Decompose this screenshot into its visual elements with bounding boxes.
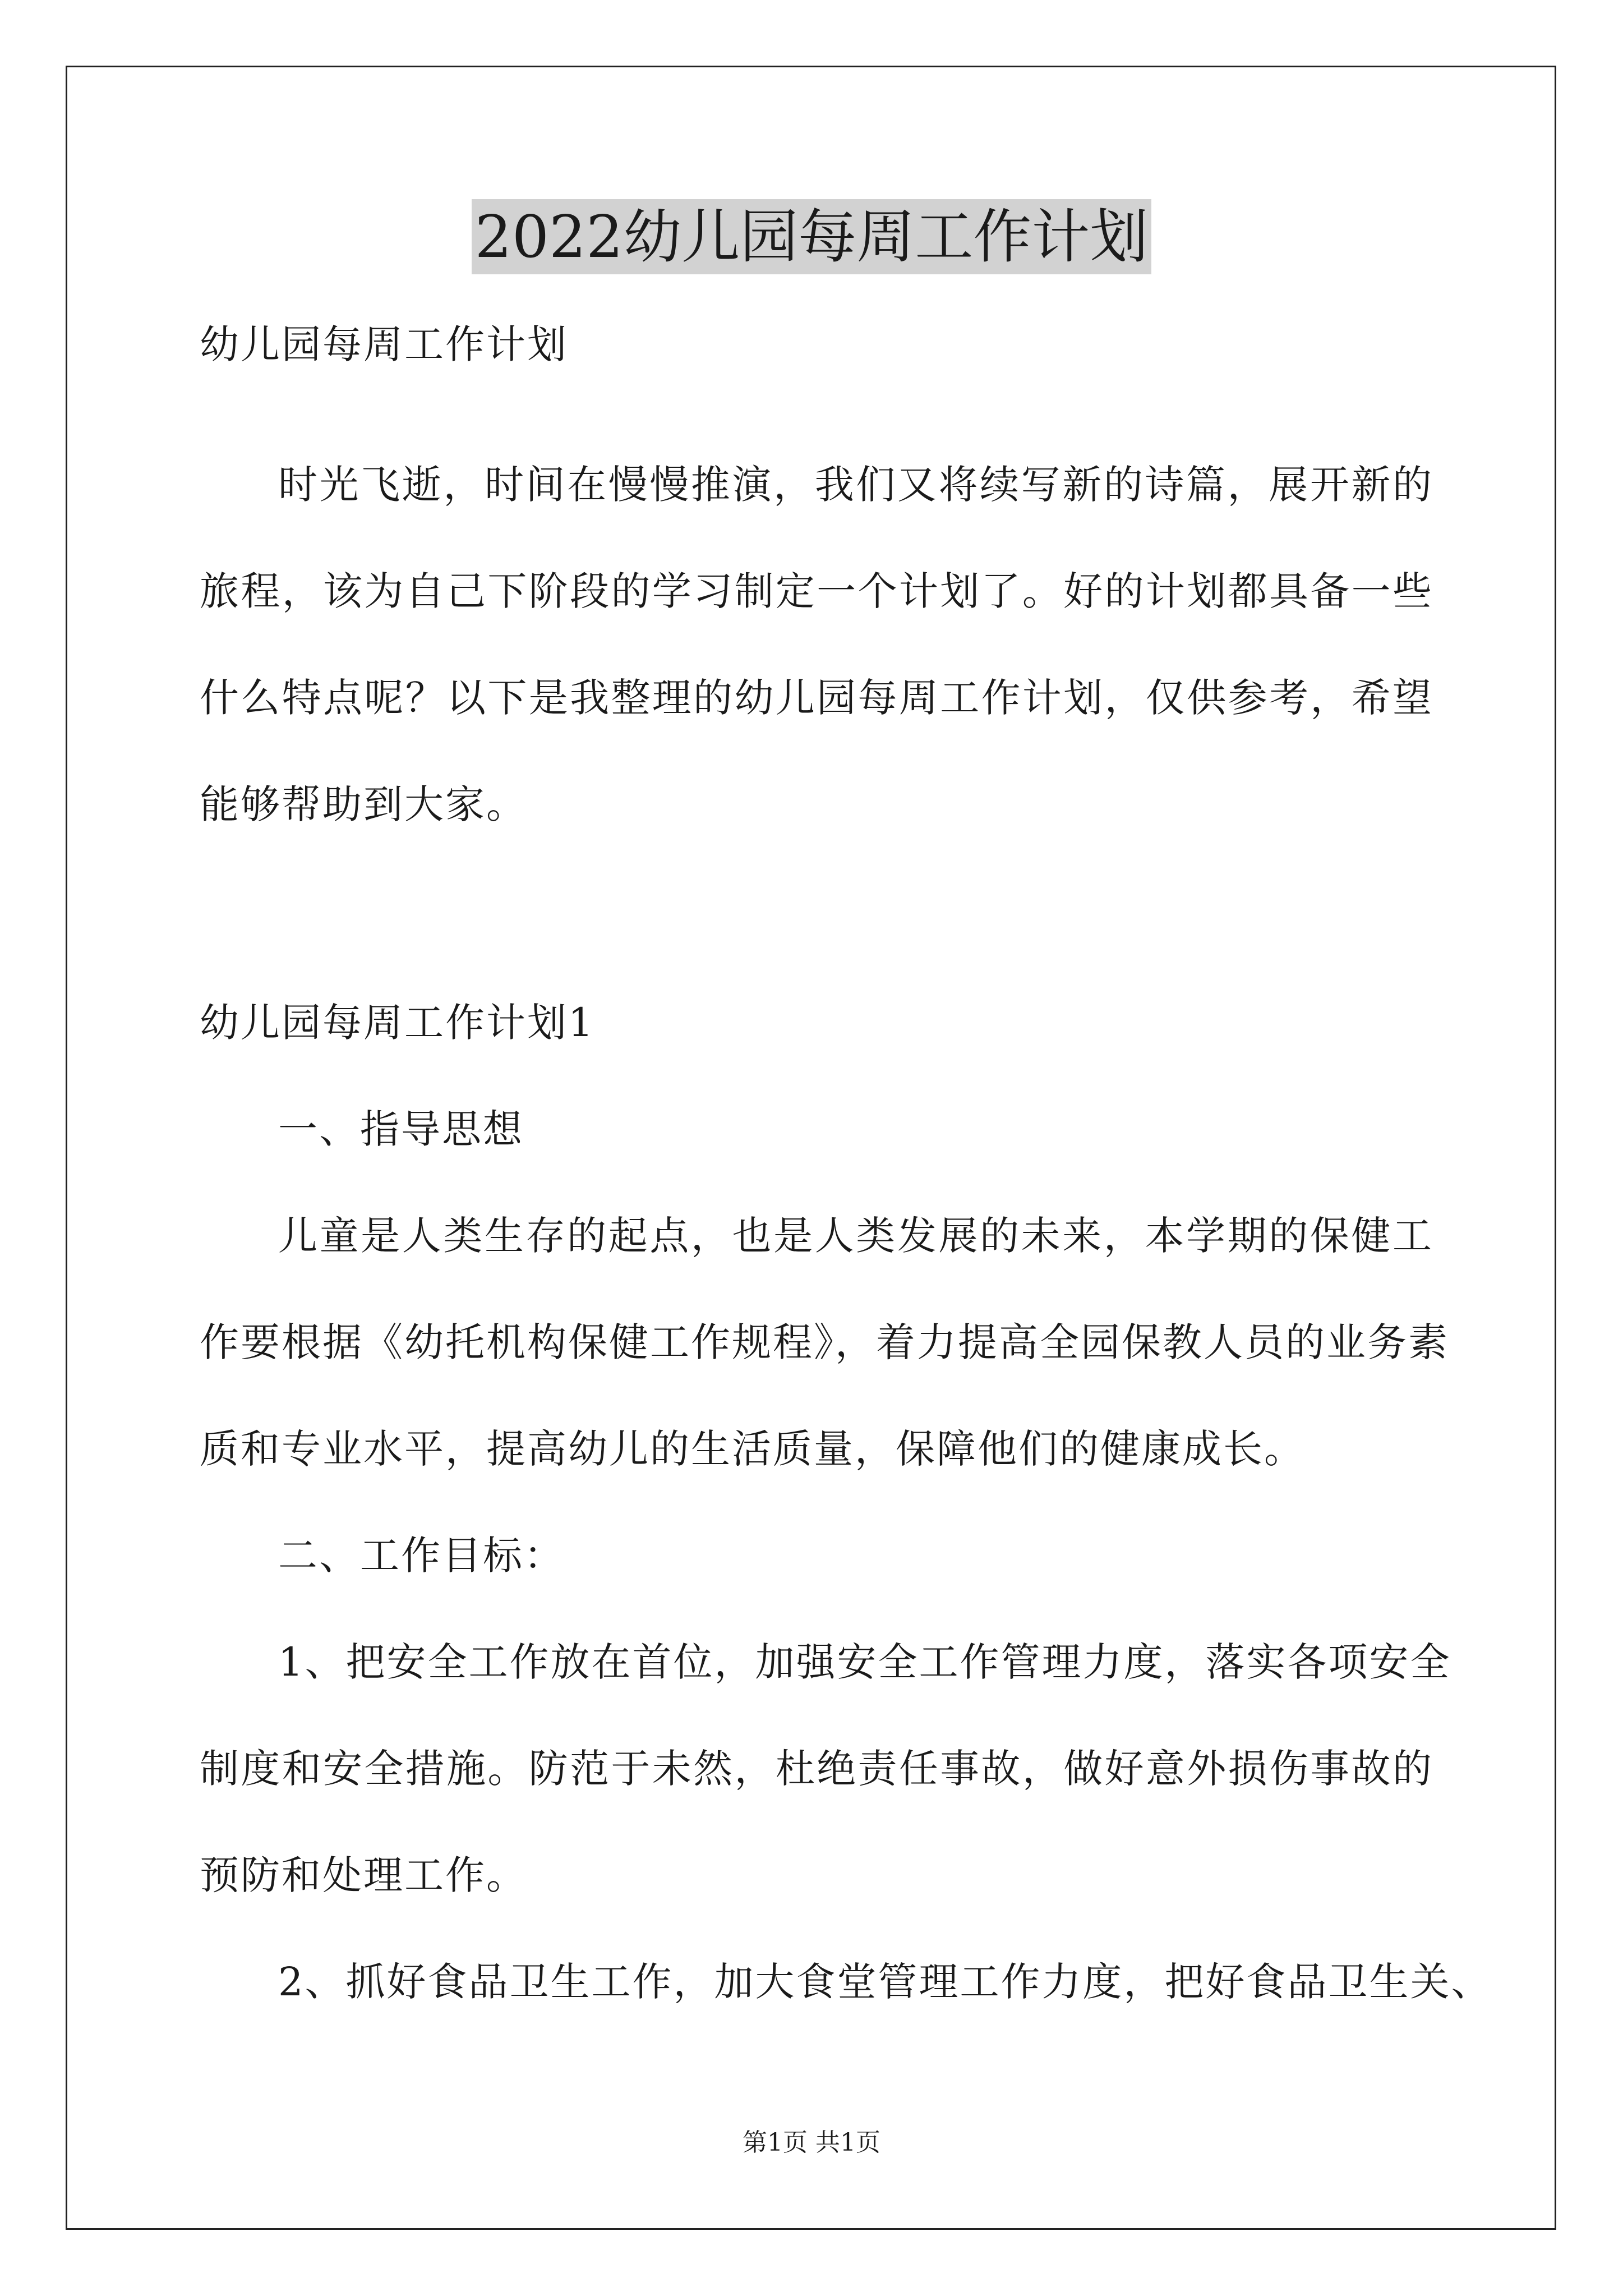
paragraph-line: 什么特点呢？以下是我整理的幼儿园每周工作计划，仅供参考，希望 <box>200 675 1433 721</box>
paragraph-line: 作要根据《幼托机构保健工作规程》，着力提高全园保教人员的业务素 <box>200 1319 1449 1365</box>
subtitle-line: 幼儿园每周工作计划 <box>200 321 568 367</box>
paragraph-line: 能够帮助到大家。 <box>200 781 527 827</box>
paragraph-line: 旅程，该为自己下阶段的学习制定一个计划了。好的计划都具备一些 <box>200 568 1433 614</box>
paragraph-line: 制度和安全措施。防范于未然，杜绝责任事故，做好意外损伤事故的 <box>200 1746 1433 1792</box>
document-title <box>0 199 1623 274</box>
section-heading: 幼儿园每周工作计划1 <box>200 1000 595 1046</box>
subsection-heading: 二、工作目标： <box>278 1533 565 1579</box>
paragraph-line: 预防和处理工作。 <box>200 1852 527 1898</box>
document-title-text: 2022幼儿园每周工作计划 <box>472 199 1152 274</box>
paragraph-line: 时光飞逝，时间在慢慢推演，我们又将续写新的诗篇，展开新的 <box>278 462 1433 508</box>
paragraph-line: 质和专业水平，提高幼儿的生活质量，保障他们的健康成长。 <box>200 1426 1305 1472</box>
page-footer: 第1页 共1页 <box>743 2128 880 2157</box>
paragraph-line: 2、抓好食品卫生工作，加大食堂管理工作力度，把好食品卫生关、 <box>278 1959 1492 2005</box>
subsection-heading: 一、指导思想 <box>278 1106 524 1152</box>
paragraph-line: 1、把安全工作放在首位，加强安全工作管理力度，落实各项安全 <box>278 1639 1451 1685</box>
paragraph-line: 儿童是人类生存的起点，也是人类发展的未来，本学期的保健工 <box>278 1213 1433 1259</box>
